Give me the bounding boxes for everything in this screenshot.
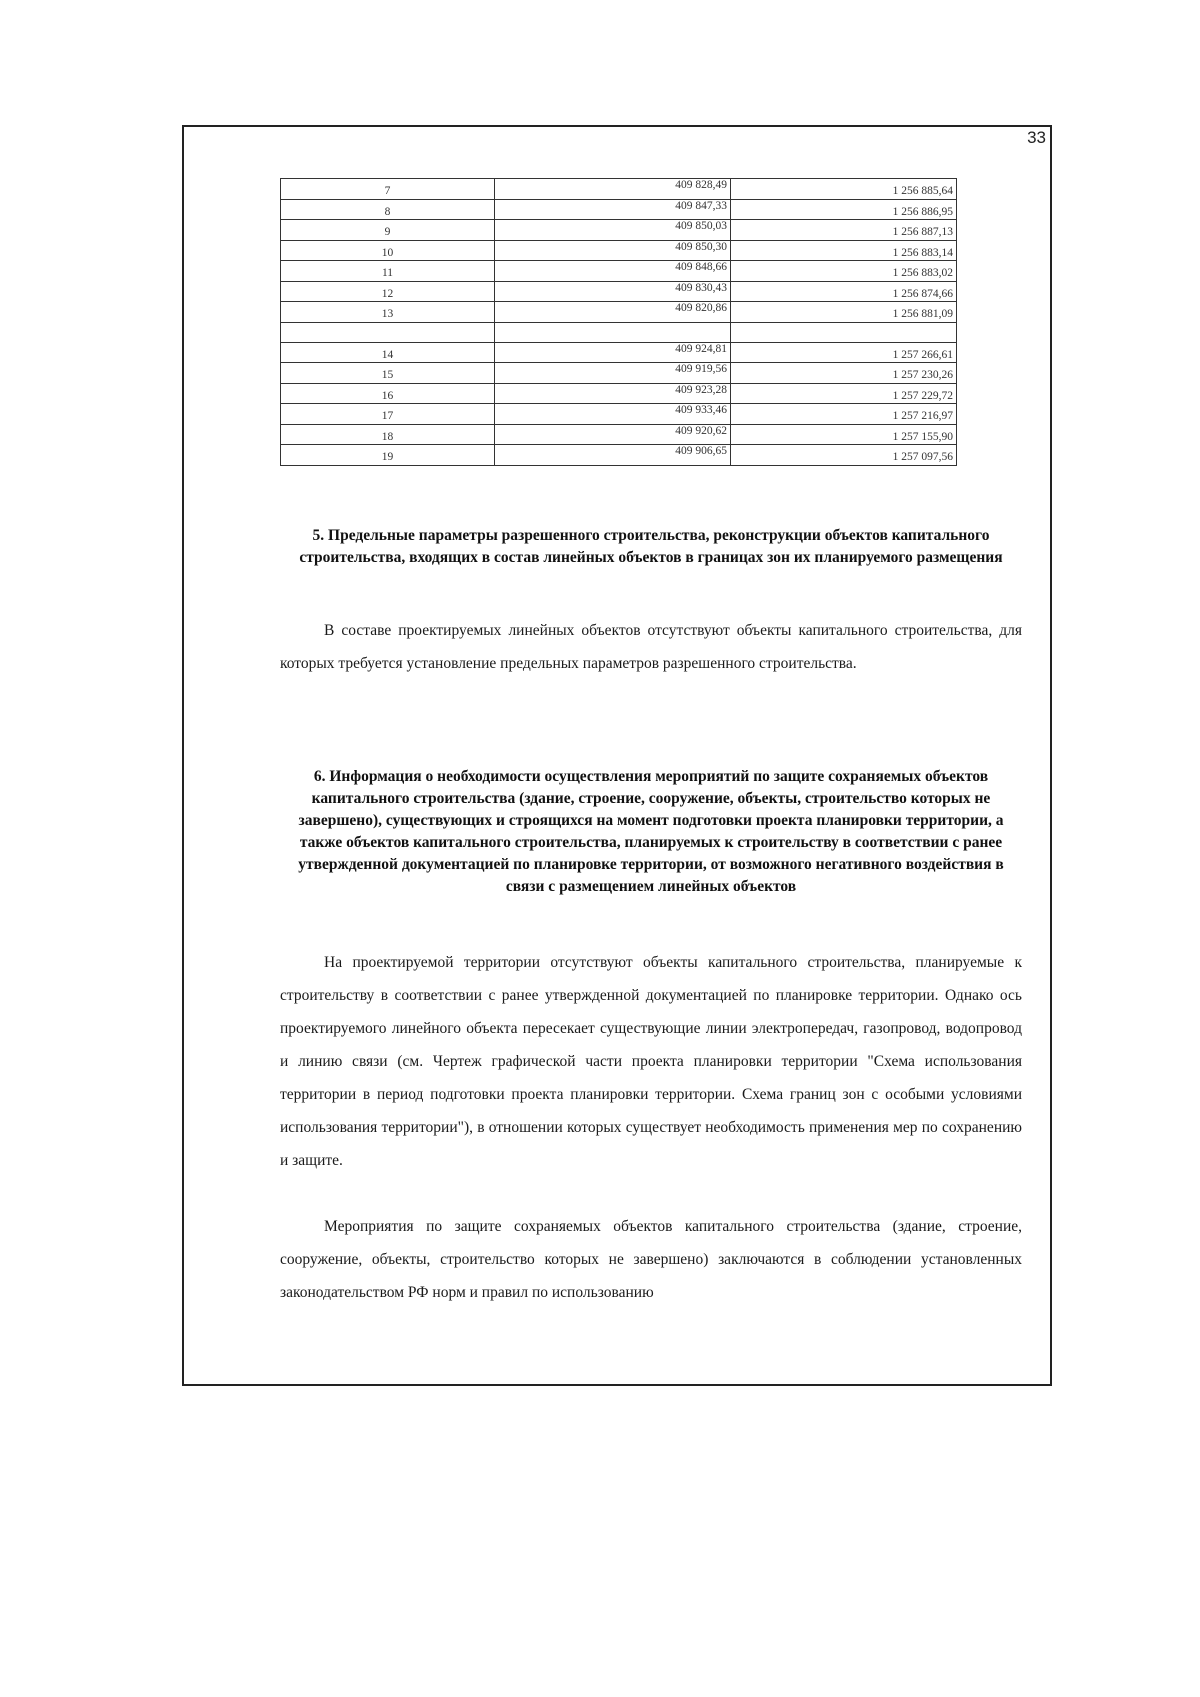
- point-number-cell: 17: [281, 404, 495, 425]
- y-coordinate-cell: 1 256 883,02: [731, 261, 957, 282]
- table-row: [281, 363, 957, 384]
- table-row: [281, 404, 957, 425]
- section-6-paragraph-2: Мероприятия по защите сохраняемых объектов капитального строительства (здание, строение, сооружение, объекты, строительство которых не завершено) заключаются в соблюдении установленных законодательством РФ норм и правил по использованию: [280, 1218, 1022, 1301]
- x-coordinate-cell: 409 919,56: [495, 363, 731, 384]
- page-number: 33: [1027, 128, 1046, 147]
- x-coordinate-cell: 409 847,33: [495, 199, 731, 220]
- y-coordinate-cell: 1 257 230,26: [731, 363, 957, 384]
- table-row: [281, 179, 957, 200]
- point-number-cell: 8: [281, 199, 495, 220]
- x-coordinate-cell: 409 850,30: [495, 240, 731, 261]
- point-number-cell: 11: [281, 261, 495, 282]
- table-row: [281, 342, 957, 363]
- y-coordinate-cell: 1 257 097,56: [731, 445, 957, 466]
- table-row: [281, 445, 957, 466]
- y-coordinate-cell: 1 256 881,09: [731, 302, 957, 323]
- x-coordinate-cell: 409 830,43: [495, 281, 731, 302]
- coordinates-table: [280, 178, 957, 466]
- y-coordinate-cell: 1 257 229,72: [731, 383, 957, 404]
- point-number-cell: 15: [281, 363, 495, 384]
- table-row: [281, 220, 957, 241]
- x-coordinate-cell: [495, 322, 731, 342]
- y-coordinate-cell: 1 256 886,95: [731, 199, 957, 220]
- table-row: [281, 302, 957, 323]
- y-coordinate-cell: 1 257 216,97: [731, 404, 957, 425]
- y-coordinate-cell: 1 256 885,64: [731, 179, 957, 200]
- section-6-heading: 6. Информация о необходимости осуществления мероприятий по защите сохраняемых объектов капитального строительства (здание, строение, сооружение, объекты, строительство которых не завершено), существующих и строящихся на момент подготовки проекта планировки территории, а также объектов капитального строительства, планируемых к строительству в соответствии с ранее утвержденной документацией по планировке территории, от возможного негативного воздействия в связи с размещением линейных объектов: [298, 768, 1004, 895]
- section-5-paragraph: В составе проектируемых линейных объектов отсутствуют объекты капитального строительства, для которых требуется установление предельных параметров разрешенного строительства.: [280, 622, 1022, 672]
- table-row: [281, 261, 957, 282]
- point-number-cell: 12: [281, 281, 495, 302]
- y-coordinate-cell: 1 256 883,14: [731, 240, 957, 261]
- point-number-cell: 18: [281, 424, 495, 445]
- y-coordinate-cell: [731, 322, 957, 342]
- x-coordinate-cell: 409 924,81: [495, 342, 731, 363]
- y-coordinate-cell: 1 256 887,13: [731, 220, 957, 241]
- table-row: [281, 281, 957, 302]
- x-coordinate-cell: 409 820,86: [495, 302, 731, 323]
- x-coordinate-cell: 409 848,66: [495, 261, 731, 282]
- coordinates-table-body: [281, 179, 957, 466]
- table-row: [281, 424, 957, 445]
- point-number-cell: [281, 322, 495, 342]
- point-number-cell: 19: [281, 445, 495, 466]
- point-number-cell: 16: [281, 383, 495, 404]
- table-row: [281, 240, 957, 261]
- x-coordinate-cell: 409 850,03: [495, 220, 731, 241]
- x-coordinate-cell: 409 923,28: [495, 383, 731, 404]
- y-coordinate-cell: 1 257 266,61: [731, 342, 957, 363]
- point-number-cell: 9: [281, 220, 495, 241]
- x-coordinate-cell: 409 906,65: [495, 445, 731, 466]
- section-6-paragraph-1: На проектируемой территории отсутствуют объекты капитального строительства, планируемые к строительству в соответствии с ранее утвержденной документацией по планировке территории. Однако ось проектируемого линейного объекта пересекает существующие линии электропередач, газопровод, водопровод и линию связи (см. Чертеж графической части проекта планировки территории "Схема использования территории в период подготовки проекта планировки территории. Схема границ зон с особыми условиями использования территории"), в отношении которых существует необходимость применения мер по сохранению и защите.: [280, 954, 1022, 1169]
- point-number-cell: 14: [281, 342, 495, 363]
- x-coordinate-cell: 409 920,62: [495, 424, 731, 445]
- point-number-cell: 10: [281, 240, 495, 261]
- table-row: [281, 199, 957, 220]
- page-frame: [182, 125, 1052, 1386]
- table-row: [281, 383, 957, 404]
- point-number-cell: 13: [281, 302, 495, 323]
- table-row: [281, 322, 957, 342]
- y-coordinate-cell: 1 257 155,90: [731, 424, 957, 445]
- point-number-cell: 7: [281, 179, 495, 200]
- x-coordinate-cell: 409 828,49: [495, 179, 731, 200]
- y-coordinate-cell: 1 256 874,66: [731, 281, 957, 302]
- x-coordinate-cell: 409 933,46: [495, 404, 731, 425]
- section-5-heading: 5. Предельные параметры разрешенного строительства, реконструкции объектов капитального строительства, входящих в состав линейных объектов в границах зон их планируемого размещения: [299, 527, 1003, 566]
